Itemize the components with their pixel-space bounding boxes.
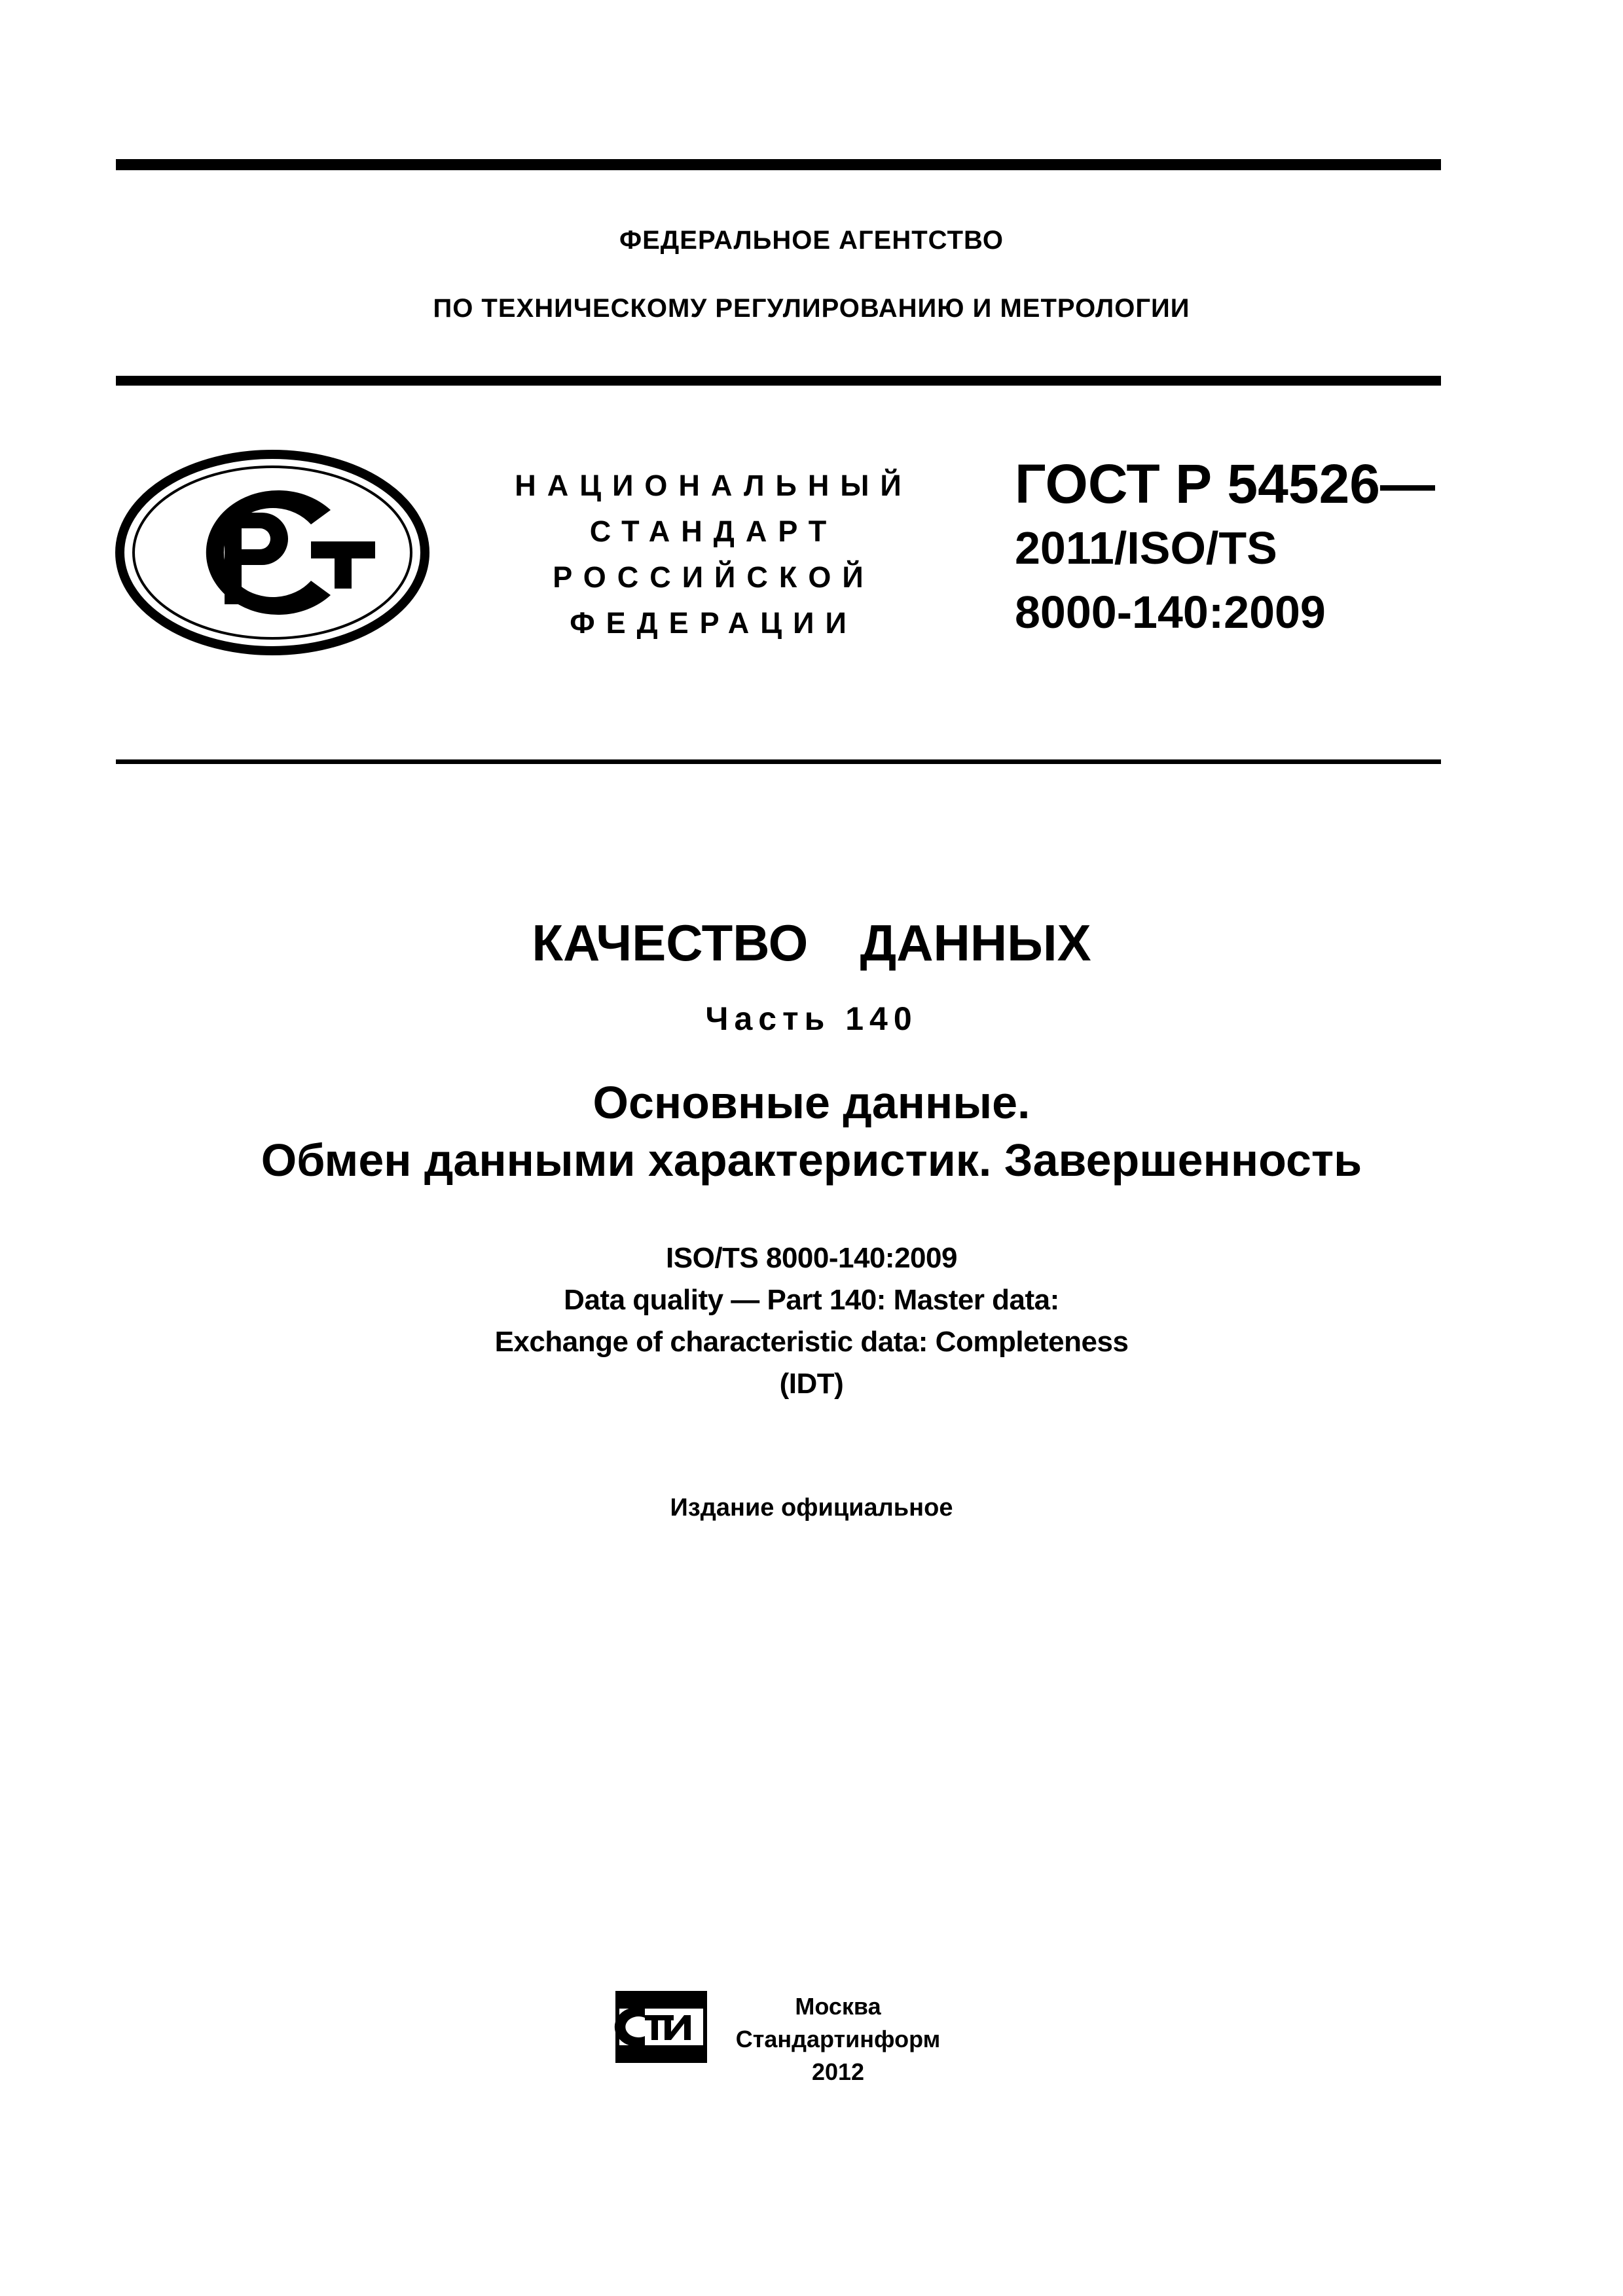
part-number: Часть 140 — [705, 1000, 918, 1037]
standartinform-logo-icon — [612, 1989, 710, 2065]
standard-designation — [1015, 452, 1440, 644]
designation-line-1: ГОСТ Р 54526— — [1015, 453, 1436, 515]
document-title: КАЧЕСТВО ДАННЫХ — [532, 914, 1091, 972]
publication-year: 2012 — [811, 2058, 865, 2085]
edition-label: Издание официальное — [670, 1494, 953, 1522]
iso-line-3: Exchange of characteristic data: Completeness — [494, 1326, 1129, 1358]
subtitle-line-2: Обмен данными характеристик. Завершенность — [261, 1135, 1362, 1186]
designation-rule — [116, 759, 1441, 764]
designation-line-2: 2011/ISO/TS — [1015, 522, 1277, 574]
national-standard-line-2: СТАНДАРТ — [589, 515, 838, 548]
agency-line-1: ФЕДЕРАЛЬНОЕ АГЕНТСТВО — [619, 226, 1004, 255]
publisher-info — [720, 1990, 956, 2088]
national-standard-label — [484, 463, 943, 646]
subtitle-line-1: Основные данные. — [593, 1077, 1030, 1128]
publisher-city: Москва — [795, 1993, 881, 2020]
agency-line-2: ПО ТЕХНИЧЕСКОМУ РЕГУЛИРОВАНИЮ И МЕТРОЛОГИИ — [433, 294, 1190, 323]
national-standard-line-3: РОССИЙСКОЙ — [553, 560, 875, 594]
top-rule — [116, 159, 1441, 170]
iso-line-4: (IDT) — [779, 1368, 844, 1400]
national-standard-line-4: ФЕДЕРАЦИИ — [570, 606, 858, 640]
agency-rule — [116, 376, 1441, 386]
designation-line-3: 8000-140:2009 — [1015, 587, 1326, 638]
international-standard-reference — [0, 1237, 1623, 1405]
iso-line-2: Data quality — Part 140: Master data: — [564, 1284, 1059, 1316]
document-subtitle — [0, 1074, 1623, 1189]
national-standard-line-1: НАЦИОНАЛЬНЫЙ — [515, 469, 913, 502]
rst-certification-mark-icon — [115, 450, 430, 656]
iso-line-1: ISO/TS 8000-140:2009 — [666, 1242, 957, 1274]
publisher-name: Стандартинформ — [735, 2026, 941, 2052]
